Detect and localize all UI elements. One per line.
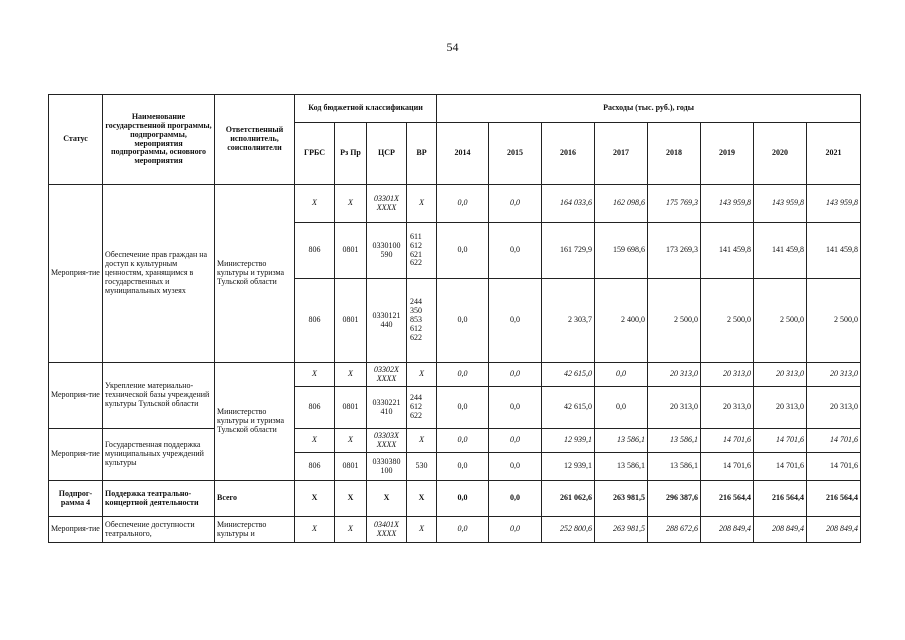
csr-cell: 0330121 440 <box>367 279 407 363</box>
name-cell: Поддержка театрально-концертной деятельности <box>103 481 215 517</box>
value-cell: 20 313,0 <box>754 363 807 387</box>
value-cell: 0,0 <box>489 481 542 517</box>
value-cell: 0,0 <box>489 363 542 387</box>
name-cell: Обеспечение доступности театрального, <box>103 517 215 543</box>
grbs-cell: X <box>295 185 335 223</box>
value-cell: 14 701,6 <box>754 453 807 481</box>
header-executor: Ответственный исполнитель, соисполнители <box>215 95 295 185</box>
value-cell: 216 564,4 <box>807 481 861 517</box>
rzpr-cell: X <box>335 185 367 223</box>
value-cell: 20 313,0 <box>701 363 754 387</box>
value-cell: 0,0 <box>489 517 542 543</box>
table-row <box>49 517 861 543</box>
vr-cell: X <box>407 517 437 543</box>
grbs-cell: X <box>295 481 335 517</box>
rzpr-cell: X <box>335 429 367 453</box>
value-cell: 0,0 <box>437 223 489 279</box>
value-cell: 143 959,8 <box>701 185 754 223</box>
csr-cell: 0330221 410 <box>367 387 407 429</box>
value-cell: 20 313,0 <box>807 387 861 429</box>
vr-cell: X <box>407 185 437 223</box>
value-cell: 208 849,4 <box>701 517 754 543</box>
grbs-cell: X <box>295 517 335 543</box>
status-cell: Мероприя-тие <box>49 185 103 363</box>
value-cell: 13 586,1 <box>595 453 648 481</box>
value-cell: 0,0 <box>437 517 489 543</box>
value-cell: 0,0 <box>489 185 542 223</box>
value-cell: 0,0 <box>489 387 542 429</box>
csr-cell: 03301X XXXX <box>367 185 407 223</box>
value-cell: 20 313,0 <box>807 363 861 387</box>
csr-cell: 03303X XXXX <box>367 429 407 453</box>
value-cell: 0,0 <box>437 453 489 481</box>
header-year: 2017 <box>595 123 648 185</box>
table-row <box>49 481 861 517</box>
csr-cell: 0330380 100 <box>367 453 407 481</box>
value-cell: 20 313,0 <box>648 363 701 387</box>
rzpr-cell: 0801 <box>335 387 367 429</box>
header-vr: ВР <box>407 123 437 185</box>
value-cell: 141 459,8 <box>754 223 807 279</box>
rzpr-cell: 0801 <box>335 453 367 481</box>
value-cell: 14 701,6 <box>701 429 754 453</box>
header-expenses: Расходы (тыс. руб.), годы <box>437 95 861 123</box>
grbs-cell: 806 <box>295 279 335 363</box>
status-cell: Мероприя-тие <box>49 363 103 429</box>
value-cell: 164 033,6 <box>542 185 595 223</box>
value-cell: 2 303,7 <box>542 279 595 363</box>
value-cell: 14 701,6 <box>754 429 807 453</box>
value-cell: 0,0 <box>595 387 648 429</box>
executor-cell: Министерство культуры и туризма Тульской области <box>215 363 295 481</box>
header-status: Статус <box>49 95 103 185</box>
grbs-cell: 806 <box>295 223 335 279</box>
table-row <box>49 363 861 387</box>
rzpr-cell: X <box>335 363 367 387</box>
value-cell: 263 981,5 <box>595 517 648 543</box>
value-cell: 0,0 <box>595 363 648 387</box>
header-grbs: ГРБС <box>295 123 335 185</box>
header-year: 2016 <box>542 123 595 185</box>
name-cell: Обеспечение прав граждан на доступ к культурным ценностям, хранящимся в государственных и муниципальных музеях <box>103 185 215 363</box>
vr-cell: X <box>407 429 437 453</box>
vr-cell: 611 612 621 622 <box>407 223 437 279</box>
value-cell: 13 586,1 <box>648 453 701 481</box>
value-cell: 0,0 <box>437 429 489 453</box>
value-cell: 296 387,6 <box>648 481 701 517</box>
header-year: 2021 <box>807 123 861 185</box>
value-cell: 173 269,3 <box>648 223 701 279</box>
header-year: 2018 <box>648 123 701 185</box>
header-rzpr: Рз Пр <box>335 123 367 185</box>
page-number: 54 <box>446 40 459 54</box>
executor-cell: Министерство культуры и <box>215 517 295 543</box>
value-cell: 14 701,6 <box>807 429 861 453</box>
vr-cell: 244 612 622 <box>407 387 437 429</box>
value-cell: 2 500,0 <box>648 279 701 363</box>
value-cell: 159 698,6 <box>595 223 648 279</box>
value-cell: 12 939,1 <box>542 453 595 481</box>
value-cell: 2 500,0 <box>807 279 861 363</box>
rzpr-cell: X <box>335 481 367 517</box>
value-cell: 12 939,1 <box>542 429 595 453</box>
value-cell: 208 849,4 <box>807 517 861 543</box>
value-cell: 20 313,0 <box>648 387 701 429</box>
status-cell: Мероприя-тие <box>49 517 103 543</box>
value-cell: 42 615,0 <box>542 387 595 429</box>
value-cell: 261 062,6 <box>542 481 595 517</box>
name-cell: Государственная поддержка муниципальных учреждений культуры <box>103 429 215 481</box>
csr-cell: X <box>367 481 407 517</box>
value-cell: 14 701,6 <box>701 453 754 481</box>
value-cell: 141 459,8 <box>807 223 861 279</box>
header-year: 2014 <box>437 123 489 185</box>
vr-cell: X <box>407 363 437 387</box>
value-cell: 2 500,0 <box>754 279 807 363</box>
value-cell: 141 459,8 <box>701 223 754 279</box>
rzpr-cell: 0801 <box>335 223 367 279</box>
vr-cell: 530 <box>407 453 437 481</box>
value-cell: 143 959,8 <box>754 185 807 223</box>
value-cell: 0,0 <box>437 185 489 223</box>
value-cell: 208 849,4 <box>754 517 807 543</box>
budget-table <box>48 94 861 543</box>
value-cell: 13 586,1 <box>648 429 701 453</box>
header-year: 2019 <box>701 123 754 185</box>
header-csr: ЦСР <box>367 123 407 185</box>
value-cell: 0,0 <box>437 387 489 429</box>
value-cell: 252 800,6 <box>542 517 595 543</box>
value-cell: 0,0 <box>437 481 489 517</box>
grbs-cell: X <box>295 429 335 453</box>
value-cell: 20 313,0 <box>754 387 807 429</box>
value-cell: 42 615,0 <box>542 363 595 387</box>
value-cell: 288 672,6 <box>648 517 701 543</box>
header-budget-code: Код бюджетной классификации <box>295 95 437 123</box>
value-cell: 20 313,0 <box>701 387 754 429</box>
value-cell: 0,0 <box>489 429 542 453</box>
header-year: 2020 <box>754 123 807 185</box>
value-cell: 0,0 <box>437 279 489 363</box>
value-cell: 162 098,6 <box>595 185 648 223</box>
rzpr-cell: X <box>335 517 367 543</box>
header-name: Наименование государственной программы, подпрограммы, мероприятия подпрограммы, основного мероприятия <box>103 95 215 185</box>
executor-cell: Министерство культуры и туризма Тульской области <box>215 185 295 363</box>
table-row <box>49 185 861 223</box>
value-cell: 0,0 <box>489 279 542 363</box>
value-cell: 2 400,0 <box>595 279 648 363</box>
vr-cell: 244 350 853 612 622 <box>407 279 437 363</box>
grbs-cell: 806 <box>295 453 335 481</box>
value-cell: 2 500,0 <box>701 279 754 363</box>
value-cell: 0,0 <box>489 223 542 279</box>
value-cell: 0,0 <box>437 363 489 387</box>
status-cell: Подпрог-рамма 4 <box>49 481 103 517</box>
header-year: 2015 <box>489 123 542 185</box>
value-cell: 263 981,5 <box>595 481 648 517</box>
value-cell: 216 564,4 <box>701 481 754 517</box>
value-cell: 0,0 <box>489 453 542 481</box>
grbs-cell: 806 <box>295 387 335 429</box>
vr-cell: X <box>407 481 437 517</box>
status-cell: Мероприя-тие <box>49 429 103 481</box>
executor-cell: Всего <box>215 481 295 517</box>
csr-cell: 03401X XXXX <box>367 517 407 543</box>
value-cell: 14 701,6 <box>807 453 861 481</box>
name-cell: Укрепление материально-технической базы учреждений культуры Тульской области <box>103 363 215 429</box>
table-row <box>49 429 861 453</box>
value-cell: 175 769,3 <box>648 185 701 223</box>
csr-cell: 0330100 590 <box>367 223 407 279</box>
value-cell: 13 586,1 <box>595 429 648 453</box>
value-cell: 216 564,4 <box>754 481 807 517</box>
grbs-cell: X <box>295 363 335 387</box>
value-cell: 143 959,8 <box>807 185 861 223</box>
value-cell: 161 729,9 <box>542 223 595 279</box>
rzpr-cell: 0801 <box>335 279 367 363</box>
csr-cell: 03302X XXXX <box>367 363 407 387</box>
